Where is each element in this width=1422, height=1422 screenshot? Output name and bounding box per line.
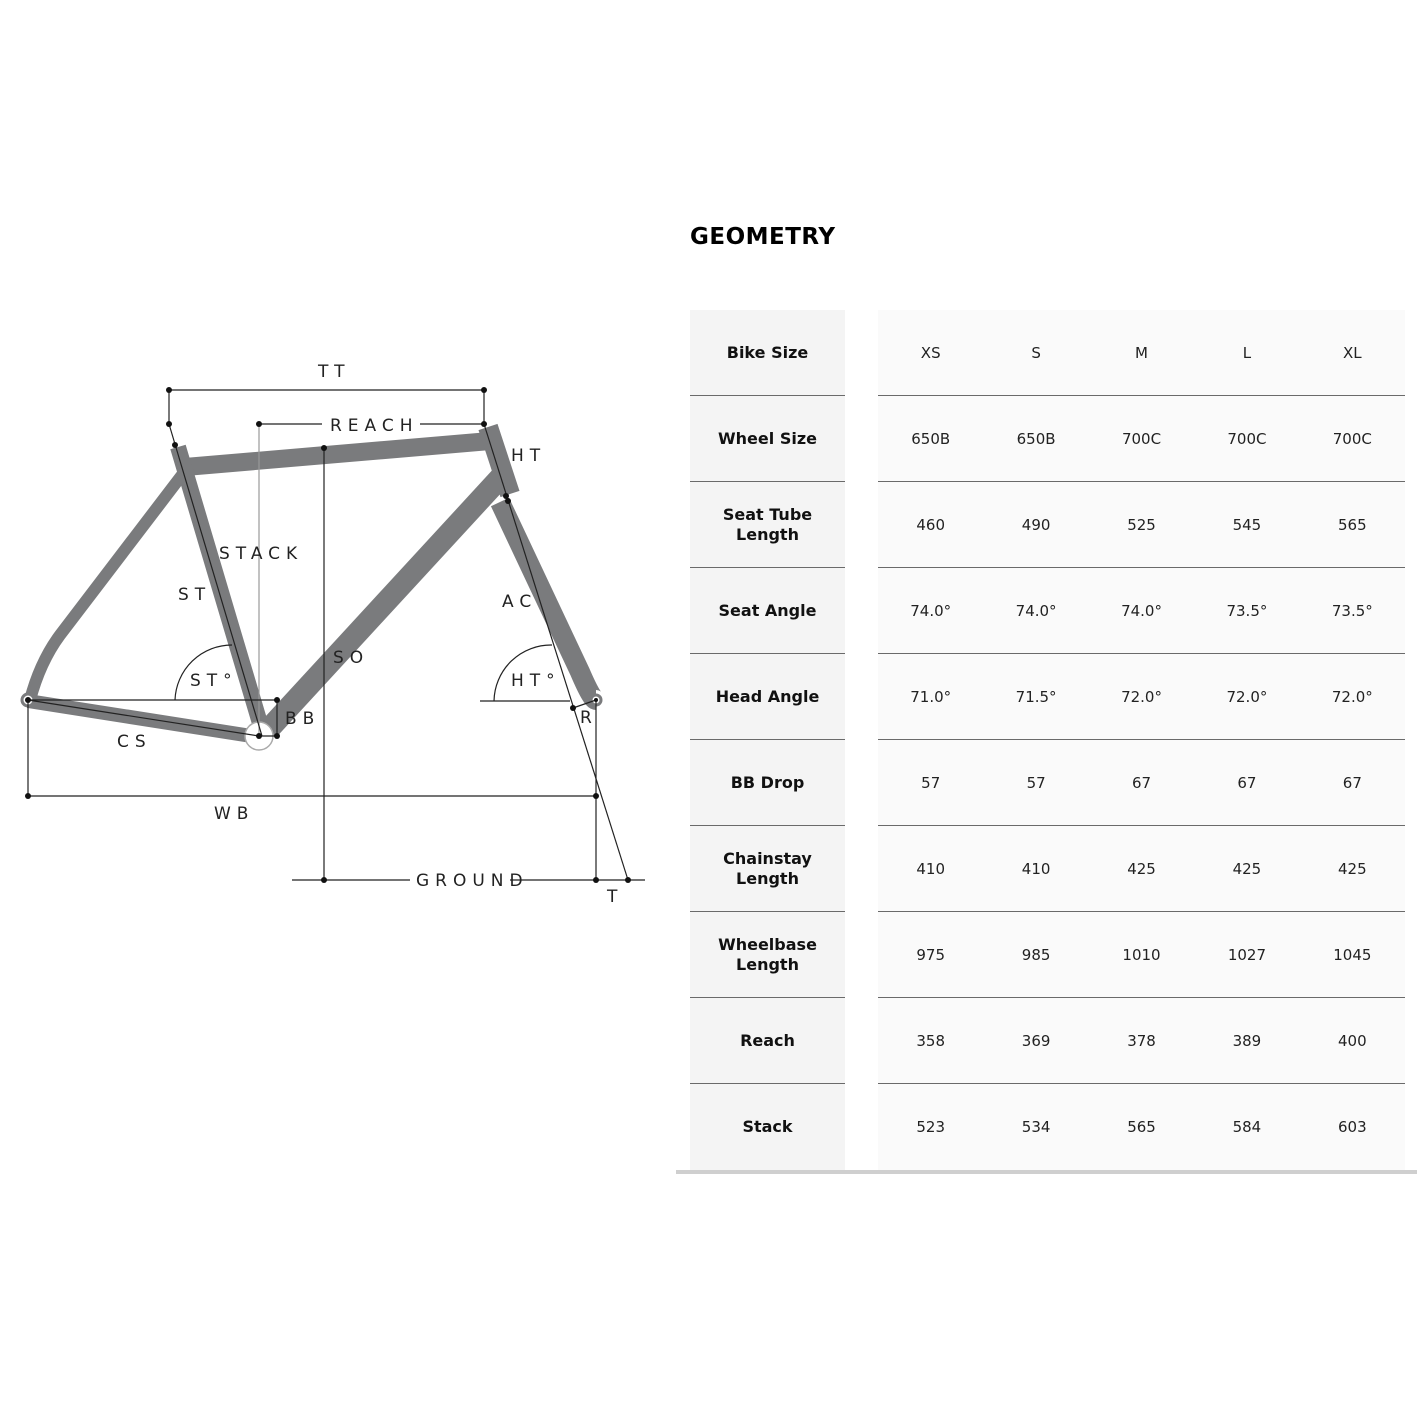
cell-s: 74.0° — [1015, 601, 1057, 620]
cell-s: 71.5° — [1015, 687, 1057, 706]
cell-xs: XS — [920, 343, 941, 362]
cell-l: 73.5° — [1226, 601, 1268, 620]
table-row — [676, 310, 1417, 396]
cell-xs: 57 — [921, 773, 941, 792]
cell-xl: 67 — [1342, 773, 1362, 792]
row-label: BB Drop — [690, 740, 845, 826]
label-st: ST — [178, 585, 212, 605]
cell-xs: 460 — [916, 515, 946, 534]
cell-l: 584 — [1232, 1118, 1262, 1136]
row-label: Chainstay Length — [690, 826, 845, 912]
cell-m: 72.0° — [1121, 687, 1162, 706]
label-ht-angle: HT° — [511, 671, 561, 691]
table-row — [676, 912, 1417, 998]
table-row — [676, 998, 1417, 1084]
down-tube — [268, 478, 500, 730]
cell-xs: 650B — [911, 429, 951, 448]
label-st-angle: ST° — [190, 671, 238, 691]
cell-xl: 700C — [1332, 429, 1372, 448]
cell-m: 565 — [1127, 1118, 1156, 1136]
label-ht: HT — [511, 446, 547, 466]
label-wb: WB — [214, 804, 255, 824]
row-label: Seat Tube Length — [690, 482, 845, 568]
table-row — [676, 654, 1417, 740]
cell-l: 425 — [1232, 859, 1262, 878]
row-label: Head Angle — [690, 654, 845, 740]
cell-l: 72.0° — [1226, 687, 1268, 706]
cell-m: M — [1135, 343, 1148, 362]
table-row — [676, 396, 1417, 482]
cell-m: 525 — [1127, 515, 1156, 534]
cell-l: 700C — [1227, 429, 1267, 448]
cell-s: 534 — [1021, 1118, 1051, 1136]
page-title: GEOMETRY — [690, 224, 836, 250]
row-values — [878, 482, 1405, 568]
row-values — [878, 1084, 1405, 1170]
table-row — [676, 826, 1417, 912]
cell-m: 425 — [1127, 859, 1156, 878]
row-values — [878, 568, 1405, 654]
geometry-table — [676, 310, 1417, 1174]
label-ground: GROUND — [416, 871, 529, 891]
cell-s: 650B — [1016, 429, 1056, 448]
cell-xl: 1045 — [1333, 945, 1372, 964]
bike-frame-drawing — [0, 340, 660, 920]
cell-s: 985 — [1021, 945, 1051, 964]
label-so: SO — [333, 648, 370, 668]
cell-s: 490 — [1021, 515, 1051, 534]
cell-xl: 72.0° — [1331, 687, 1373, 706]
cell-xl: 603 — [1338, 1118, 1367, 1136]
cell-xl: XL — [1343, 343, 1362, 362]
label-stack: STACK — [219, 544, 304, 564]
cell-s: S — [1031, 343, 1041, 362]
row-values — [878, 912, 1405, 998]
cell-xs: 74.0° — [910, 601, 952, 620]
row-values — [878, 998, 1405, 1084]
frame-geometry-diagram — [0, 340, 660, 920]
table-row — [676, 568, 1417, 654]
row-label: Wheel Size — [690, 396, 845, 482]
cell-l: 545 — [1232, 515, 1262, 534]
table-row — [676, 740, 1417, 826]
label-ac: AC — [502, 592, 538, 612]
table-row — [676, 1084, 1417, 1170]
cell-xl: 73.5° — [1331, 601, 1373, 620]
table-row — [676, 482, 1417, 568]
label-tt: TT — [318, 362, 351, 382]
row-label: Stack — [690, 1084, 845, 1170]
cell-xs: 410 — [916, 859, 946, 878]
row-label: Bike Size — [690, 310, 845, 396]
cell-s: 410 — [1021, 859, 1051, 878]
label-t: T — [607, 887, 624, 907]
cell-s: 369 — [1021, 1031, 1051, 1050]
row-label: Seat Angle — [690, 568, 845, 654]
seat-stay — [30, 475, 182, 700]
cell-l: L — [1242, 343, 1252, 362]
geometry-table-rows — [676, 310, 1417, 1170]
label-cs: CS — [117, 732, 152, 752]
cell-xs: 358 — [916, 1031, 946, 1050]
cell-m: 378 — [1127, 1031, 1156, 1050]
row-values — [878, 310, 1405, 396]
cell-l: 1027 — [1227, 945, 1267, 964]
cell-l: 67 — [1237, 773, 1257, 792]
row-values — [878, 826, 1405, 912]
cell-xs: 975 — [916, 945, 946, 964]
cell-xs: 71.0° — [910, 687, 952, 706]
cell-xl: 565 — [1338, 515, 1367, 534]
label-reach: REACH — [330, 416, 419, 436]
label-bb: BB — [285, 709, 321, 729]
cell-s: 57 — [1026, 773, 1046, 792]
cell-m: 74.0° — [1121, 601, 1162, 620]
cell-l: 389 — [1232, 1031, 1262, 1050]
cell-m: 700C — [1121, 429, 1162, 448]
row-values — [878, 654, 1405, 740]
cell-m: 67 — [1131, 773, 1152, 792]
table-bottom-bar — [676, 1170, 1417, 1174]
row-label: Wheelbase Length — [690, 912, 845, 998]
cell-xs: 523 — [916, 1118, 946, 1136]
top-tube — [185, 441, 490, 467]
cell-xl: 400 — [1338, 1031, 1367, 1050]
row-label: Reach — [690, 998, 845, 1084]
cell-xl: 425 — [1338, 859, 1367, 878]
cell-m: 1010 — [1122, 945, 1161, 964]
label-r: R — [580, 708, 598, 728]
row-values — [878, 740, 1405, 826]
row-values — [878, 396, 1405, 482]
